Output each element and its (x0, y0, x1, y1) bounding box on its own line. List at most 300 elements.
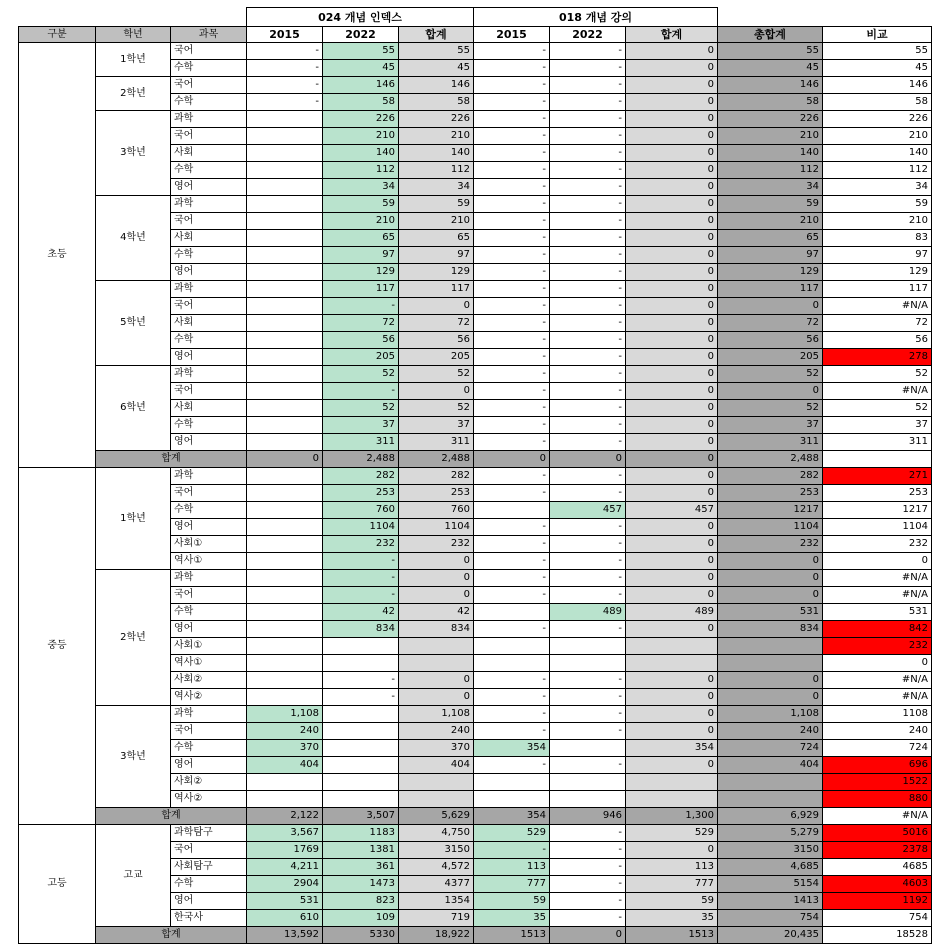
subject-cell[interactable]: 영어 (170, 518, 247, 536)
value-cell[interactable]: 1,108 (717, 705, 823, 723)
value-cell[interactable] (246, 467, 323, 485)
value-cell[interactable] (246, 433, 323, 451)
value-cell[interactable] (246, 314, 323, 332)
value-cell[interactable]: 0 (625, 280, 718, 298)
value-cell[interactable]: 0 (822, 552, 932, 570)
value-cell[interactable]: 3150 (717, 841, 823, 859)
value-cell[interactable]: - (473, 161, 550, 179)
value-cell[interactable]: 0 (398, 671, 474, 689)
value-cell[interactable] (246, 212, 323, 230)
value-cell[interactable]: - (473, 348, 550, 366)
subject-cell[interactable]: 사회② (170, 773, 247, 791)
value-cell[interactable]: 777 (473, 875, 550, 893)
value-cell[interactable] (246, 501, 323, 519)
total-value-cell[interactable]: 2,488 (717, 450, 823, 468)
value-cell[interactable]: 45 (822, 59, 932, 77)
value-cell[interactable]: 59 (717, 195, 823, 213)
value-cell[interactable]: 4,750 (398, 824, 474, 842)
value-cell[interactable]: 0 (625, 841, 718, 859)
value-cell[interactable]: #N/A (822, 297, 932, 315)
value-cell[interactable]: 719 (398, 909, 474, 927)
value-cell[interactable] (322, 722, 399, 740)
value-cell[interactable]: 696 (822, 756, 932, 774)
value-cell[interactable]: 58 (717, 93, 823, 111)
subject-cell[interactable]: 국어 (170, 722, 247, 740)
col-header-8[interactable]: 합계 (625, 26, 718, 43)
value-cell[interactable]: 4377 (398, 875, 474, 893)
value-cell[interactable]: 146 (717, 76, 823, 94)
value-cell[interactable]: 210 (717, 127, 823, 145)
subject-cell[interactable]: 사회① (170, 637, 247, 655)
value-cell[interactable] (246, 297, 323, 315)
subject-cell[interactable]: 국어 (170, 586, 247, 604)
value-cell[interactable]: - (473, 127, 550, 145)
value-cell[interactable]: - (473, 399, 550, 417)
value-cell[interactable]: 253 (322, 484, 399, 502)
value-cell[interactable]: 52 (398, 399, 474, 417)
value-cell[interactable]: 146 (398, 76, 474, 94)
value-cell[interactable]: 65 (398, 229, 474, 247)
value-cell[interactable]: 1354 (398, 892, 474, 910)
value-cell[interactable]: 354 (473, 739, 550, 757)
value-cell[interactable]: 0 (717, 382, 823, 400)
value-cell[interactable]: 240 (246, 722, 323, 740)
value-cell[interactable] (717, 773, 823, 791)
value-cell[interactable] (322, 739, 399, 757)
value-cell[interactable]: - (473, 705, 550, 723)
value-cell[interactable]: 146 (322, 76, 399, 94)
value-cell[interactable]: - (473, 365, 550, 383)
value-cell[interactable]: 129 (822, 263, 932, 281)
value-cell[interactable]: 34 (822, 178, 932, 196)
value-cell[interactable]: - (473, 314, 550, 332)
subject-cell[interactable]: 국어 (170, 212, 247, 230)
value-cell[interactable] (246, 416, 323, 434)
value-cell[interactable]: - (549, 195, 626, 213)
total-value-cell[interactable] (822, 450, 932, 468)
value-cell[interactable]: 52 (322, 399, 399, 417)
subject-cell[interactable]: 국어 (170, 841, 247, 859)
grade-label[interactable]: 고교 (95, 824, 171, 927)
subject-cell[interactable]: 국어 (170, 127, 247, 145)
subject-cell[interactable]: 국어 (170, 297, 247, 315)
value-cell[interactable]: 1522 (822, 773, 932, 791)
value-cell[interactable]: 0 (625, 671, 718, 689)
value-cell[interactable]: 2378 (822, 841, 932, 859)
value-cell[interactable]: - (473, 416, 550, 434)
value-cell[interactable]: 58 (322, 93, 399, 111)
value-cell[interactable]: 140 (322, 144, 399, 162)
value-cell[interactable]: 4,211 (246, 858, 323, 876)
value-cell[interactable] (322, 790, 399, 808)
value-cell[interactable]: - (473, 246, 550, 264)
value-cell[interactable]: 72 (398, 314, 474, 332)
value-cell[interactable]: 56 (822, 331, 932, 349)
subject-cell[interactable]: 과학탐구 (170, 824, 247, 842)
value-cell[interactable]: - (246, 42, 323, 60)
value-cell[interactable]: 0 (625, 416, 718, 434)
value-cell[interactable]: - (549, 161, 626, 179)
value-cell[interactable] (549, 773, 626, 791)
value-cell[interactable] (246, 246, 323, 264)
value-cell[interactable]: 129 (717, 263, 823, 281)
value-cell[interactable]: 404 (717, 756, 823, 774)
value-cell[interactable]: - (549, 365, 626, 383)
value-cell[interactable]: - (473, 93, 550, 111)
subject-cell[interactable]: 수학 (170, 501, 247, 519)
subject-cell[interactable]: 사회 (170, 144, 247, 162)
value-cell[interactable]: 59 (398, 195, 474, 213)
value-cell[interactable]: 404 (398, 756, 474, 774)
value-cell[interactable]: - (549, 467, 626, 485)
value-cell[interactable]: 354 (625, 739, 718, 757)
value-cell[interactable]: 1,108 (398, 705, 474, 723)
value-cell[interactable]: 205 (717, 348, 823, 366)
value-cell[interactable] (246, 382, 323, 400)
section-label[interactable]: 중등 (18, 467, 96, 825)
value-cell[interactable]: 0 (625, 535, 718, 553)
value-cell[interactable]: 0 (625, 518, 718, 536)
value-cell[interactable] (322, 756, 399, 774)
value-cell[interactable]: 0 (625, 263, 718, 281)
value-cell[interactable]: #N/A (822, 586, 932, 604)
value-cell[interactable]: 1473 (322, 875, 399, 893)
value-cell[interactable]: - (473, 671, 550, 689)
value-cell[interactable]: 282 (717, 467, 823, 485)
grade-label[interactable]: 5학년 (95, 280, 171, 366)
value-cell[interactable]: - (549, 59, 626, 77)
value-cell[interactable]: 58 (822, 93, 932, 111)
col-header-5[interactable]: 합계 (398, 26, 474, 43)
value-cell[interactable]: 52 (717, 399, 823, 417)
value-cell[interactable] (717, 654, 823, 672)
value-cell[interactable]: - (473, 59, 550, 77)
value-cell[interactable]: - (549, 280, 626, 298)
subject-cell[interactable]: 과학 (170, 110, 247, 128)
value-cell[interactable]: 0 (822, 654, 932, 672)
value-cell[interactable]: - (549, 671, 626, 689)
value-cell[interactable]: 52 (322, 365, 399, 383)
total-value-cell[interactable]: 13,592 (246, 926, 323, 944)
value-cell[interactable]: 370 (398, 739, 474, 757)
value-cell[interactable]: 45 (322, 59, 399, 77)
value-cell[interactable]: #N/A (822, 382, 932, 400)
value-cell[interactable]: 113 (473, 858, 550, 876)
subject-cell[interactable]: 수학 (170, 331, 247, 349)
value-cell[interactable]: 0 (625, 399, 718, 417)
col-header-0[interactable]: 구분 (18, 26, 96, 43)
value-cell[interactable]: - (549, 484, 626, 502)
value-cell[interactable]: - (322, 297, 399, 315)
total-value-cell[interactable]: 1513 (473, 926, 550, 944)
value-cell[interactable]: - (549, 178, 626, 196)
total-label[interactable]: 합계 (95, 807, 247, 825)
subject-cell[interactable]: 수학 (170, 59, 247, 77)
value-cell[interactable] (246, 603, 323, 621)
value-cell[interactable]: 72 (322, 314, 399, 332)
value-cell[interactable]: 0 (717, 297, 823, 315)
value-cell[interactable]: 129 (322, 263, 399, 281)
value-cell[interactable]: 83 (822, 229, 932, 247)
total-value-cell[interactable]: 2,122 (246, 807, 323, 825)
value-cell[interactable] (246, 178, 323, 196)
value-cell[interactable]: 0 (625, 297, 718, 315)
value-cell[interactable] (246, 144, 323, 162)
value-cell[interactable] (625, 654, 718, 672)
subject-cell[interactable]: 한국사 (170, 909, 247, 927)
value-cell[interactable]: - (473, 433, 550, 451)
value-cell[interactable]: - (473, 722, 550, 740)
value-cell[interactable]: 0 (625, 705, 718, 723)
subject-cell[interactable]: 영어 (170, 620, 247, 638)
value-cell[interactable]: - (549, 229, 626, 247)
grade-label[interactable]: 6학년 (95, 365, 171, 451)
total-value-cell[interactable]: 5330 (322, 926, 399, 944)
value-cell[interactable]: 112 (322, 161, 399, 179)
value-cell[interactable]: 42 (322, 603, 399, 621)
value-cell[interactable]: - (549, 110, 626, 128)
value-cell[interactable] (246, 518, 323, 536)
total-label[interactable]: 합계 (95, 450, 247, 468)
total-value-cell[interactable]: 0 (625, 450, 718, 468)
total-value-cell[interactable]: 0 (473, 450, 550, 468)
value-cell[interactable]: - (549, 212, 626, 230)
value-cell[interactable]: 311 (822, 433, 932, 451)
value-cell[interactable]: 361 (322, 858, 399, 876)
value-cell[interactable]: - (549, 841, 626, 859)
subject-cell[interactable]: 국어 (170, 76, 247, 94)
value-cell[interactable]: - (473, 552, 550, 570)
value-cell[interactable]: 146 (822, 76, 932, 94)
value-cell[interactable]: - (473, 518, 550, 536)
value-cell[interactable] (717, 637, 823, 655)
value-cell[interactable]: 0 (398, 382, 474, 400)
value-cell[interactable]: 1104 (822, 518, 932, 536)
value-cell[interactable]: 0 (625, 688, 718, 706)
value-cell[interactable]: 56 (717, 331, 823, 349)
value-cell[interactable]: 2904 (246, 875, 323, 893)
value-cell[interactable]: 97 (717, 246, 823, 264)
value-cell[interactable] (246, 688, 323, 706)
value-cell[interactable]: - (549, 42, 626, 60)
value-cell[interactable] (473, 654, 550, 672)
value-cell[interactable] (246, 280, 323, 298)
value-cell[interactable]: - (473, 569, 550, 587)
subject-cell[interactable]: 영어 (170, 433, 247, 451)
value-cell[interactable]: 282 (398, 467, 474, 485)
value-cell[interactable]: 311 (717, 433, 823, 451)
value-cell[interactable]: - (322, 688, 399, 706)
value-cell[interactable]: 210 (822, 212, 932, 230)
value-cell[interactable]: 210 (398, 212, 474, 230)
value-cell[interactable] (246, 552, 323, 570)
value-cell[interactable] (246, 365, 323, 383)
value-cell[interactable]: - (549, 569, 626, 587)
value-cell[interactable]: 210 (398, 127, 474, 145)
value-cell[interactable]: - (473, 586, 550, 604)
value-cell[interactable]: 457 (549, 501, 626, 519)
value-cell[interactable]: 1769 (246, 841, 323, 859)
value-cell[interactable]: 0 (398, 569, 474, 587)
grade-label[interactable]: 1학년 (95, 42, 171, 77)
total-value-cell[interactable]: 18528 (822, 926, 932, 944)
value-cell[interactable]: 37 (717, 416, 823, 434)
value-cell[interactable]: - (549, 382, 626, 400)
subject-cell[interactable]: 영어 (170, 756, 247, 774)
value-cell[interactable] (322, 705, 399, 723)
value-cell[interactable]: 457 (625, 501, 718, 519)
value-cell[interactable] (246, 586, 323, 604)
value-cell[interactable]: - (549, 892, 626, 910)
value-cell[interactable] (246, 773, 323, 791)
value-cell[interactable] (473, 773, 550, 791)
value-cell[interactable]: 0 (717, 586, 823, 604)
value-cell[interactable]: 760 (322, 501, 399, 519)
value-cell[interactable]: - (246, 59, 323, 77)
value-cell[interactable]: 112 (398, 161, 474, 179)
value-cell[interactable]: 531 (822, 603, 932, 621)
value-cell[interactable]: 65 (322, 229, 399, 247)
value-cell[interactable]: 880 (822, 790, 932, 808)
value-cell[interactable] (473, 603, 550, 621)
value-cell[interactable]: 0 (625, 161, 718, 179)
value-cell[interactable]: 253 (822, 484, 932, 502)
value-cell[interactable]: - (473, 688, 550, 706)
value-cell[interactable] (246, 127, 323, 145)
value-cell[interactable]: 226 (322, 110, 399, 128)
value-cell[interactable]: 117 (822, 280, 932, 298)
value-cell[interactable] (625, 773, 718, 791)
value-cell[interactable]: - (322, 586, 399, 604)
value-cell[interactable] (246, 229, 323, 247)
value-cell[interactable]: 0 (625, 178, 718, 196)
subject-cell[interactable]: 수학 (170, 161, 247, 179)
value-cell[interactable] (322, 773, 399, 791)
col-header-7[interactable]: 2022 (549, 26, 626, 43)
value-cell[interactable]: 52 (822, 365, 932, 383)
value-cell[interactable] (246, 790, 323, 808)
value-cell[interactable] (246, 399, 323, 417)
grade-label[interactable]: 2학년 (95, 76, 171, 111)
value-cell[interactable]: - (549, 756, 626, 774)
value-cell[interactable]: 240 (822, 722, 932, 740)
value-cell[interactable] (246, 484, 323, 502)
value-cell[interactable] (246, 654, 323, 672)
value-cell[interactable] (322, 654, 399, 672)
value-cell[interactable]: - (322, 569, 399, 587)
value-cell[interactable]: - (549, 688, 626, 706)
subject-cell[interactable]: 사회② (170, 671, 247, 689)
value-cell[interactable]: 0 (625, 467, 718, 485)
value-cell[interactable]: - (473, 756, 550, 774)
value-cell[interactable]: 205 (398, 348, 474, 366)
value-cell[interactable]: 34 (322, 178, 399, 196)
value-cell[interactable]: 0 (398, 297, 474, 315)
value-cell[interactable]: 0 (625, 76, 718, 94)
value-cell[interactable]: 3150 (398, 841, 474, 859)
value-cell[interactable]: - (473, 42, 550, 60)
value-cell[interactable]: 282 (322, 467, 399, 485)
value-cell[interactable]: 55 (398, 42, 474, 60)
value-cell[interactable]: 253 (717, 484, 823, 502)
value-cell[interactable]: 0 (625, 756, 718, 774)
value-cell[interactable]: 210 (717, 212, 823, 230)
value-cell[interactable]: 55 (717, 42, 823, 60)
value-cell[interactable]: - (549, 331, 626, 349)
value-cell[interactable]: 226 (717, 110, 823, 128)
value-cell[interactable]: 0 (625, 620, 718, 638)
value-cell[interactable]: 529 (625, 824, 718, 842)
value-cell[interactable] (322, 637, 399, 655)
grade-label[interactable]: 4학년 (95, 195, 171, 281)
value-cell[interactable]: - (473, 535, 550, 553)
value-cell[interactable] (246, 195, 323, 213)
subject-cell[interactable]: 역사① (170, 654, 247, 672)
value-cell[interactable]: - (322, 382, 399, 400)
section-label[interactable]: 고등 (18, 824, 96, 944)
value-cell[interactable]: 232 (398, 535, 474, 553)
value-cell[interactable]: 0 (625, 552, 718, 570)
subject-cell[interactable]: 수학 (170, 739, 247, 757)
subject-cell[interactable]: 사회① (170, 535, 247, 553)
value-cell[interactable]: 0 (625, 195, 718, 213)
value-cell[interactable]: - (473, 76, 550, 94)
value-cell[interactable]: 531 (246, 892, 323, 910)
value-cell[interactable]: 4,685 (717, 858, 823, 876)
value-cell[interactable] (246, 671, 323, 689)
value-cell[interactable]: 210 (322, 212, 399, 230)
subject-cell[interactable]: 수학 (170, 416, 247, 434)
value-cell[interactable]: 0 (717, 552, 823, 570)
value-cell[interactable]: 0 (398, 552, 474, 570)
value-cell[interactable]: - (473, 144, 550, 162)
value-cell[interactable]: 59 (322, 195, 399, 213)
total-value-cell[interactable]: 354 (473, 807, 550, 825)
value-cell[interactable]: 0 (398, 586, 474, 604)
subject-cell[interactable]: 과학 (170, 467, 247, 485)
value-cell[interactable]: 0 (398, 688, 474, 706)
value-cell[interactable]: 0 (717, 671, 823, 689)
value-cell[interactable]: 59 (473, 892, 550, 910)
value-cell[interactable]: 232 (822, 637, 932, 655)
value-cell[interactable]: 140 (717, 144, 823, 162)
value-cell[interactable]: 0 (625, 365, 718, 383)
value-cell[interactable]: 35 (625, 909, 718, 927)
col-header-4[interactable]: 2022 (322, 26, 399, 43)
value-cell[interactable]: 0 (625, 229, 718, 247)
value-cell[interactable]: - (473, 484, 550, 502)
value-cell[interactable] (398, 790, 474, 808)
value-cell[interactable]: - (549, 93, 626, 111)
value-cell[interactable]: 0 (625, 348, 718, 366)
subject-cell[interactable]: 역사② (170, 688, 247, 706)
value-cell[interactable]: - (473, 178, 550, 196)
value-cell[interactable]: 140 (822, 144, 932, 162)
subject-cell[interactable]: 수학 (170, 603, 247, 621)
value-cell[interactable]: - (246, 93, 323, 111)
value-cell[interactable]: 56 (398, 331, 474, 349)
total-value-cell[interactable]: 20,435 (717, 926, 823, 944)
col-header-6[interactable]: 2015 (473, 26, 550, 43)
col-header-1[interactable]: 학년 (95, 26, 171, 43)
value-cell[interactable]: 253 (398, 484, 474, 502)
value-cell[interactable]: - (473, 620, 550, 638)
value-cell[interactable]: 240 (717, 722, 823, 740)
total-value-cell[interactable]: 6,929 (717, 807, 823, 825)
value-cell[interactable]: 724 (822, 739, 932, 757)
subject-cell[interactable]: 영어 (170, 892, 247, 910)
value-cell[interactable]: 842 (822, 620, 932, 638)
